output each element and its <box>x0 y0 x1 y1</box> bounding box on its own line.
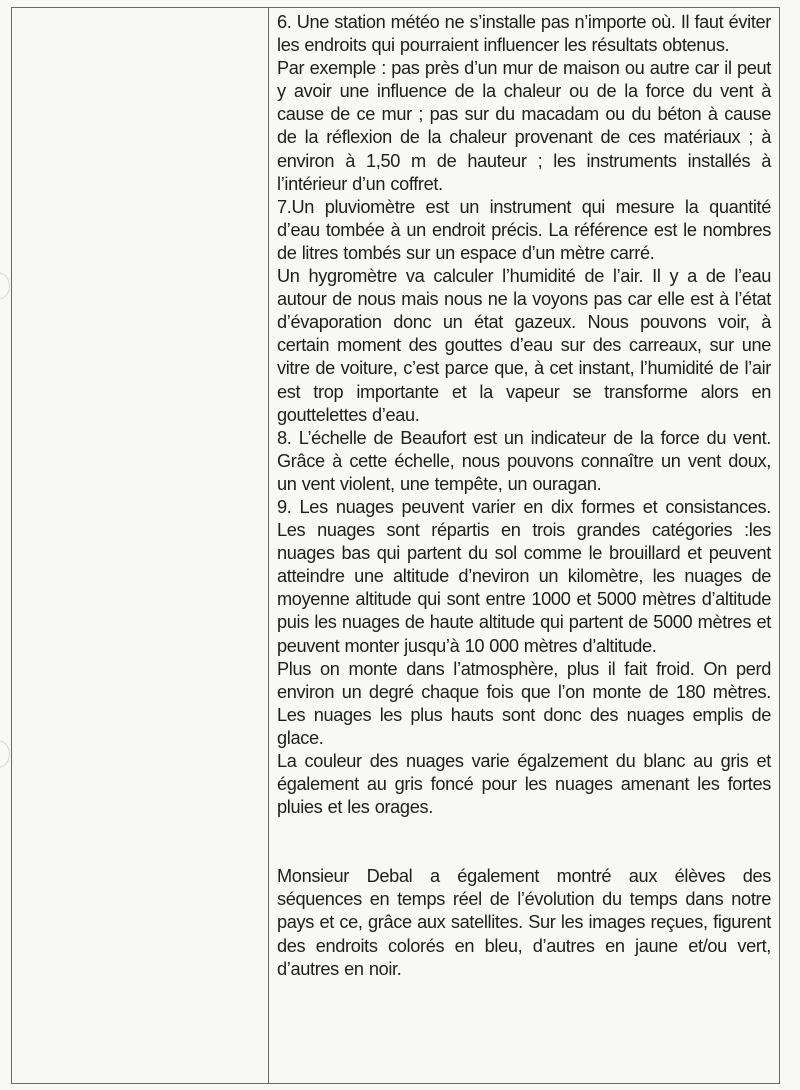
left-column-cell <box>12 8 269 1083</box>
paragraph-pluviometer: 7.Un pluviomètre est un instrument qui mesure la quantité d’eau tombée à un endroit précis. La référence est le nombres de litres tombés sur un espace d’un mètre carré. <box>277 196 771 263</box>
scan-punch-hole-mark <box>0 272 10 300</box>
paragraph-satellite-images: Monsieur Debal a également montré aux élèves des séquences en temps réel de l’évolution du temps dans notre pays et ce, grâce aux satellites. Sur les images reçues, figurent des endroits colorés en bleu, d’autres en jaune et/ou vert, d’autres en noir. <box>277 866 771 979</box>
scan-punch-hole-mark <box>0 740 10 768</box>
paragraph-placement-examples: Par exemple : pas près d’un mur de maison ou autre car il peut y avoir une influence de la chaleur ou de la force du vent à cause de ce mur ; pas sur du macadam ou du béton à cause de la réflexion de la chaleur provenant de ces matériaux ; à environ à 1,50 m de hauteur ; les instruments installés à l’intérieur d’un coffret. <box>277 58 771 194</box>
paragraph-cloud-categories: 9. Les nuages peuvent varier en dix formes et consistances. Les nuages sont répartis en trois grandes catégories :les nuages bas qui partent du sol comme le brouillard et peuvent atteindre une altitude d’neviron un kilomètre, les nuages de moyenne altitude qui sont entre 1000 et 5000 mètres d’altitude puis les nuages de haute altitude qui partent de 5000 mètres et peuvent monter jusqu’à 10 000 mètres d’altitude. <box>277 496 771 656</box>
right-column-cell <box>269 8 779 1083</box>
paragraph-altitude-temperature: Plus on monte dans l’atmosphère, plus il fait froid. On perd environ un degré chaque fois que l’on monte de 180 mètres. Les nuages les plus hauts sont donc des nuages emplis de glace. <box>277 658 771 748</box>
paragraph-beaufort-scale: 8. L’échelle de Beaufort est un indicateur de la force du vent. Grâce à cette échelle, nous pouvons connaître un vent doux, un vent violent, une tempête, un ouragan. <box>277 427 771 494</box>
paragraph-cloud-colors: La couleur des nuages varie égalzement du blanc au gris et également au gris foncé pour les nuages amenant les fortes pluies et les orages. <box>277 751 771 818</box>
paragraph-station-placement: 6. Une station météo ne s’installe pas n’importe où. Il faut éviter les endroits qui pourraient influencer les résultats obtenus. <box>277 12 771 56</box>
document-table <box>11 7 780 1084</box>
paragraph-hygrometer: Un hygromètre va calculer l’humidité de l’air. Il y a de l’eau autour de nous mais nous ne la voyons pas car elle est à l’état d’évaporation donc un état gazeux. Nous pouvons voir, à certain moment des gouttes d’eau sur des carreaux, sur une vitre de voiture, c’est parce que, à cet instant, l’humidité de l’air est trop importante et la vapeur se transforme alors en gouttelettes d’eau. <box>277 266 771 425</box>
blank-line-spacer <box>277 819 771 865</box>
